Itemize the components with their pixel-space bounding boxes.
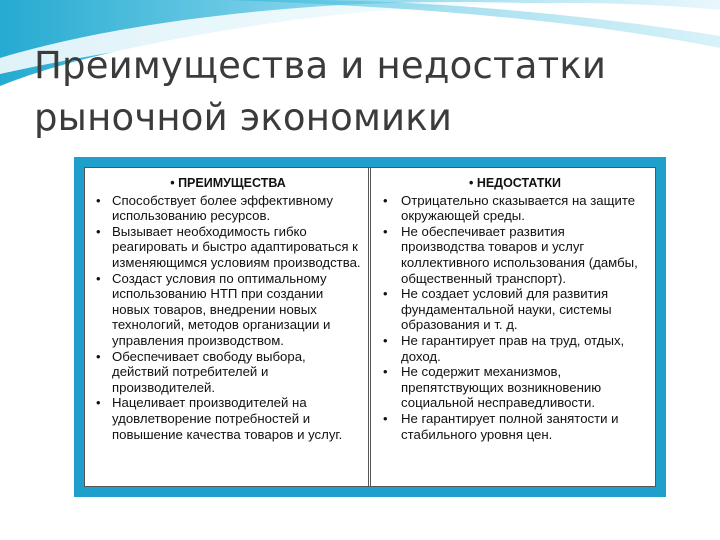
disadvantage-item: • Не гарантирует прав на труд, отдых, доход. [379,333,651,364]
advantage-item: • Вызывает необходимость гибко реагировать и быстро адаптироваться к изменяющимся условиям производства. [94,224,362,271]
disadvantages-column [371,168,656,486]
advantages-heading: • ПРЕИМУЩЕСТВА [170,176,286,190]
comparison-table-frame [74,157,666,497]
disadvantage-item: • Не гарантирует полной занятости и стабильного уровня цен. [379,411,651,442]
disadvantage-item: • Не обеспечивает развития производства товаров и услуг коллективного использования (дамбы, общественный транспорт). [379,224,651,286]
advantage-item: • Способствует более эффективному использованию ресурсов. [94,193,362,224]
advantage-item: • Нацеливает производителей на удовлетворение потребностей и повышение качества товаров и услуг. [94,395,362,442]
advantage-item: • Создаст условия по оптимальному использованию НТП при создании новых товаров, внедрении новых технологий, методов организации и управления производством. [94,271,362,349]
advantages-column [85,168,371,486]
slide-title [34,40,694,144]
comparison-table [84,167,656,487]
disadvantage-item: • Не создает условий для развития фундаментальной науки, системы образования и т. д. [379,286,651,333]
disadvantage-item: • Отрицательно сказывается на защите окружающей среды. [379,193,651,224]
disadvantage-item: • Не содержит механизмов, препятствующих возникновению социальной несправедливости. [379,364,651,411]
slide-title-line-2: рыночной экономики [34,96,453,139]
advantage-item: • Обеспечивает свободу выбора, действий потребителей и производителей. [94,349,362,396]
slide-title-line-1: Преимущества и недостатки [34,44,607,87]
disadvantages-heading: • НЕДОСТАТКИ [468,176,562,190]
